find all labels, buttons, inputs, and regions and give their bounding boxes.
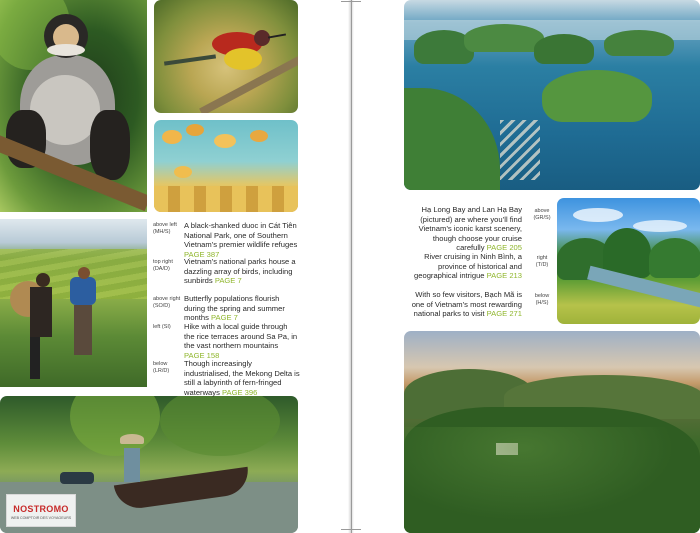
page-reference-link[interactable]: PAGE 396 [222,387,258,397]
caption-halong [404,205,522,253]
watermark-logo [6,494,76,527]
caption-sapa [184,322,300,360]
caption-text: River cruising in Ninh Bình, a province of historical and geographical intrigue [414,252,522,280]
photo-bach-ma [404,331,700,533]
caption-butterfly [184,294,300,323]
caption-text: Though increasingly industrialised, the Mekong Delta is still a labyrinth of fern-fringed waterways [184,359,300,397]
caption-ninhbinh [404,252,522,281]
caption-bachma [404,290,522,319]
caption-text: Hạ Long Bay and Lan Hạ Bay (pictured) are where you’ll find Vietnam’s iconic karst scenery, though choose your cruise carefully [418,205,522,252]
page-reference-link[interactable]: PAGE 205 [486,243,522,252]
caption-mekong [184,359,300,397]
photo-butterflies [154,120,298,212]
page-reference-link[interactable]: PAGE 7 [214,276,242,285]
caption-tag-bachma: below (H/S) [534,293,550,306]
page-reference-link[interactable]: PAGE 387 [184,249,220,259]
page-reference-link[interactable]: PAGE 158 [184,350,220,360]
photo-douc-monkey [0,0,147,212]
photo-sapa-hikers [0,219,147,387]
caption-tag-sunbird: top right (DA/D) [153,259,173,272]
caption-text: Hike with a local guide through the rice terraces around Sa Pa, in the vast northern mountains [184,322,298,350]
caption-tag-mekong: below (LR/D) [153,361,170,374]
caption-tag-halong: above (GR/S) [533,208,551,221]
page-reference-link[interactable]: PAGE 271 [486,309,522,318]
photo-halong-bay [404,0,700,190]
caption-tag-douc: above left (MH/S) [153,222,177,235]
caption-text: Butterfly populations flourish during the spring and summer months [184,294,285,322]
caption-text: A black-shanked duoc in Cát Tiên National Park, one of Southern Vietnam’s premier wildlife refuges [184,221,298,249]
caption-text: With so few visitors, Bạch Mã is one of Vietnam’s most rewarding national parks to visit [411,290,522,318]
caption-douc [184,221,300,259]
page-reference-link[interactable]: PAGE 7 [211,313,238,322]
caption-tag-sapa: left (SI) [153,324,171,330]
caption-tag-butterfly: above right (SO/D) [153,296,181,309]
gutter-tick-bottom [341,529,361,530]
caption-sunbird [184,257,300,286]
watermark-subtitle: WEB COMPTOIR DES VOYAGEURS [10,516,72,520]
caption-text: Vietnam’s national parks house a dazzling array of birds, including sunbirds [184,257,296,285]
photo-sunbird [154,0,298,113]
watermark-title: NOSTROMO [13,504,69,514]
photo-ninh-binh [557,198,700,324]
gutter-tick-top [341,1,361,2]
gutter-line [351,0,352,533]
caption-tag-ninhbinh: right (T/D) [535,255,549,268]
page-reference-link[interactable]: PAGE 213 [486,271,522,280]
